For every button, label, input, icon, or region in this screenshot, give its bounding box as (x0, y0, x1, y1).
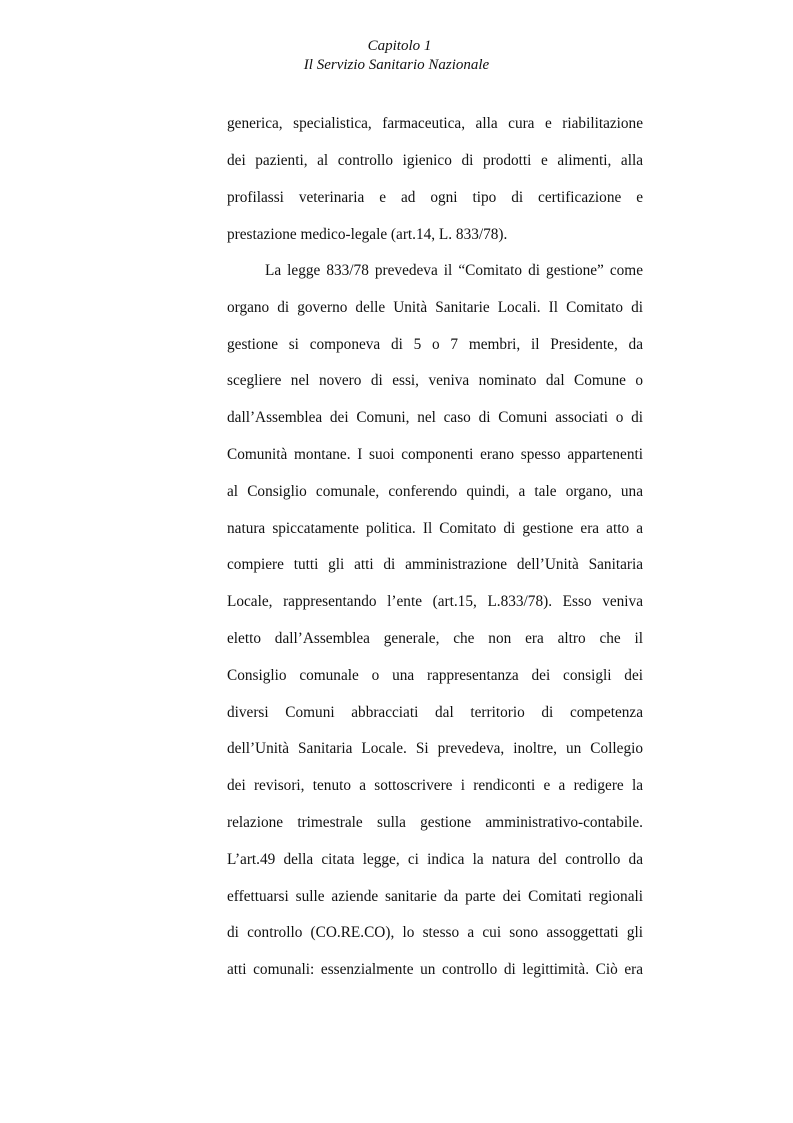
text-line: dei revisori, tenuto a sottoscrivere i rendiconti e a redigere la (227, 777, 643, 794)
text-line: relazione trimestrale sulla gestione amministrativo-contabile. (227, 814, 643, 831)
text-line: profilassi veterinaria e ad ogni tipo di certificazione e (227, 189, 643, 206)
text-line: Comunità montane. I suoi componenti erano spesso appartenenti (227, 446, 643, 463)
text-line: dall’Assemblea dei Comuni, nel caso di Comuni associati o di (227, 409, 643, 426)
text-line: prestazione medico-legale (art.14, L. 833/78). (227, 226, 508, 243)
text-line: diversi Comuni abbracciati dal territorio di competenza (227, 704, 643, 721)
text-line: L’art.49 della citata legge, ci indica la natura del controllo da (227, 851, 643, 868)
text-line: natura spiccatamente politica. Il Comitato di gestione era atto a (227, 520, 643, 537)
text-line: compiere tutti gli atti di amministrazione dell’Unità Sanitaria (227, 556, 643, 573)
text-line: generica, specialistica, farmaceutica, alla cura e riabilitazione (227, 115, 643, 132)
paragraph-first-line: La legge 833/78 prevedeva il “Comitato di gestione” come (265, 262, 643, 279)
text-line: gestione si componeva di 5 o 7 membri, il Presidente, da (227, 336, 643, 353)
chapter-title: Il Servizio Sanitario Nazionale (303, 57, 490, 73)
text-line: scegliere nel novero di essi, veniva nominato dal Comune o (227, 372, 643, 389)
text-line: dell’Unità Sanitaria Locale. Si prevedeva, inoltre, un Collegio (227, 740, 643, 757)
text-line: di controllo (CO.RE.CO), lo stesso a cui sono assoggettati gli (227, 924, 643, 941)
text-line: eletto dall’Assemblea generale, che non era altro che il (227, 630, 643, 647)
text-line: atti comunali: essenzialmente un controllo di legittimità. Ciò era (227, 961, 643, 978)
text-line: dei pazienti, al controllo igienico di prodotti e alimenti, alla (227, 152, 643, 169)
text-line: organo di governo delle Unità Sanitarie Locali. Il Comitato di (227, 299, 643, 316)
chapter-number: Capitolo 1 (367, 38, 432, 54)
text-line: Locale, rappresentando l’ente (art.15, L.833/78). Esso veniva (227, 593, 643, 610)
text-line: Consiglio comunale o una rappresentanza dei consigli dei (227, 667, 643, 684)
text-line: al Consiglio comunale, conferendo quindi, a tale organo, una (227, 483, 643, 500)
text-line: effettuarsi sulle aziende sanitarie da parte dei Comitati regionali (227, 888, 643, 905)
